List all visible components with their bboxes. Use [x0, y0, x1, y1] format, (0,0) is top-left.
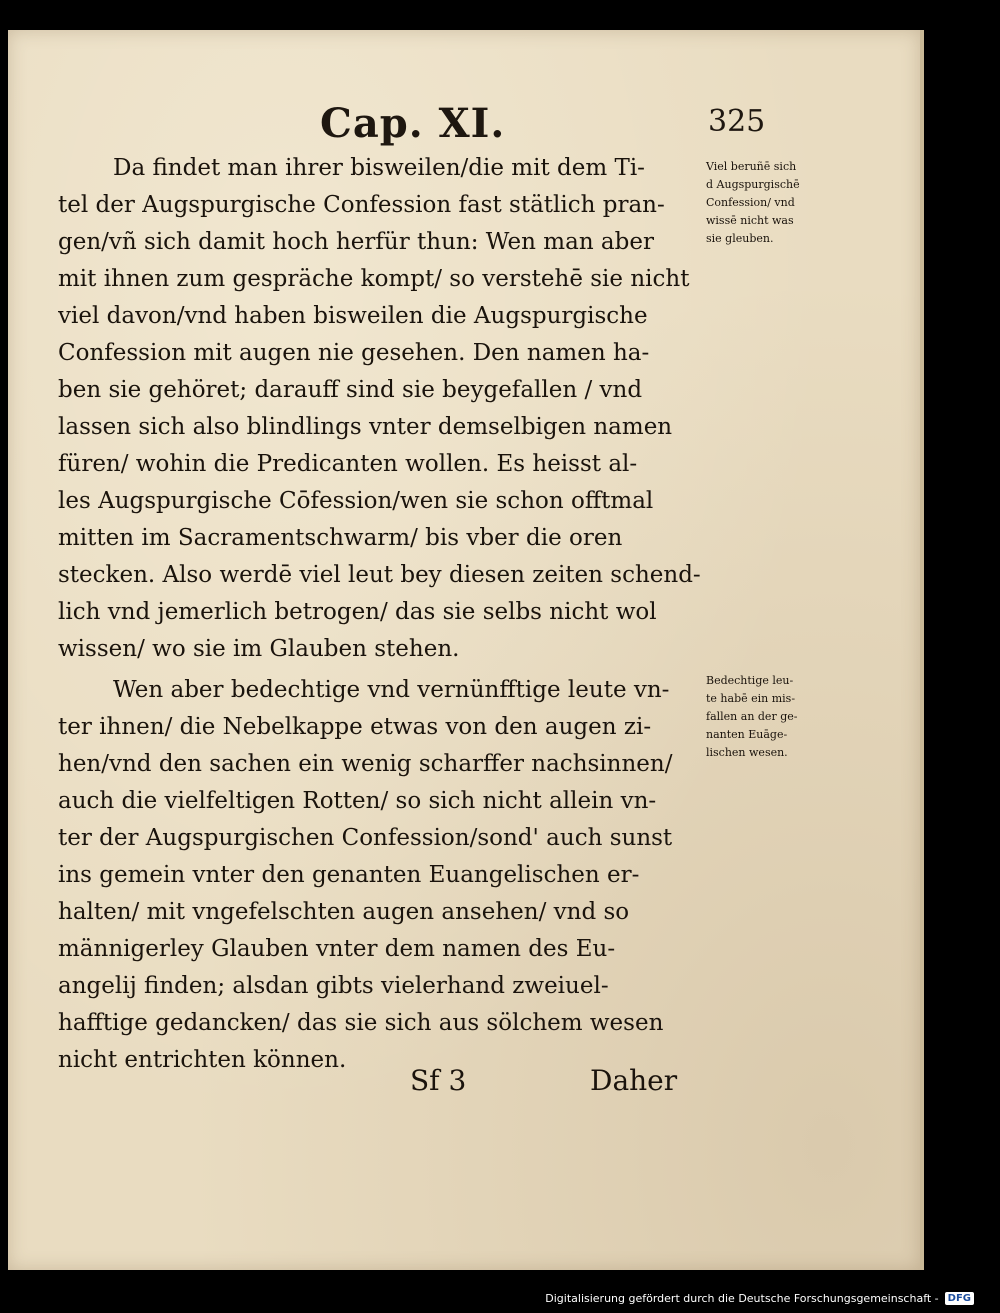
text-line: mit ihnen zum gespräche kompt/ so verstehē sie nicht — [58, 266, 690, 292]
text-line: halten/ mit vngefelschten augen ansehen/ vnd so — [58, 899, 630, 925]
marginal-line: Confession/ vnd — [706, 196, 795, 209]
marginal-line: te habē ein mis- — [706, 692, 796, 705]
text-line: stecken. Also werdē viel leut bey diesen zeiten schend- — [58, 562, 701, 588]
text-line: gen/vñ sich damit hoch herfür thun: Wen man aber — [58, 229, 654, 255]
marginal-line: nanten Euāge- — [706, 728, 788, 741]
text-line: lich vnd jemerlich betrogen/ das sie selbs nicht wol — [58, 599, 657, 625]
running-head: Cap. XI. — [320, 100, 506, 147]
text-line: Wen aber bedechtige vnd vernünfftige leute vn- — [113, 677, 670, 703]
body-text — [58, 150, 703, 1079]
text-line: ins gemein vnter den genanten Euangelischen er- — [58, 862, 640, 888]
signature-mark: Sf 3 — [410, 1064, 467, 1097]
page-number: 325 — [708, 104, 766, 139]
marginal-note-1 — [706, 158, 856, 248]
text-line: hafftige gedancken/ das sie sich aus sölchem wesen — [58, 1010, 664, 1036]
text-line: lassen sich also blindlings vnter demselbigen namen — [58, 414, 673, 440]
text-line: wissen/ wo sie im Glauben stehen. — [58, 636, 460, 662]
marginal-line: wissē nicht was — [706, 214, 794, 227]
text-line: les Augspurgische Cōfession/wen sie schon offtmal — [58, 488, 654, 514]
text-line: ter der Augspurgischen Confession/sond' auch sunst — [58, 825, 673, 851]
marginal-line: Viel beruñē sich — [706, 160, 797, 173]
text-line: angelij finden; alsdan gibts vielerhand zweiuel- — [58, 973, 609, 999]
funding-text: Digitalisierung gefördert durch die Deutsche Forschungsgemeinschaft - — [545, 1292, 939, 1305]
text-line: hen/vnd den sachen ein wenig scharffer nachsinnen/ — [58, 751, 673, 777]
marginal-line: lischen wesen. — [706, 746, 788, 759]
text-line: auch die vielfeltigen Rotten/ so sich nicht allein vn- — [58, 788, 657, 814]
text-line: mitten im Sacramentschwarm/ bis vber die oren — [58, 525, 623, 551]
text-line: viel davon/vnd haben bisweilen die Augspurgische — [58, 303, 648, 329]
text-line: füren/ wohin die Predicanten wollen. Es heisst al- — [58, 451, 638, 477]
text-line: nicht entrichten können. — [58, 1047, 347, 1073]
dfg-logo-icon: DFG — [945, 1292, 974, 1305]
marginal-line: d Augspurgischē — [706, 178, 800, 191]
marginal-note-2 — [706, 672, 856, 762]
text-line: ter ihnen/ die Nebelkappe etwas von den augen zi- — [58, 714, 652, 740]
marginal-line: sie gleuben. — [706, 232, 774, 245]
text-line: tel der Augspurgische Confession fast stätlich pran- — [58, 192, 665, 218]
text-line: ben sie gehöret; darauff sind sie beygefallen / vnd — [58, 377, 643, 403]
text-line: Confession mit augen nie gesehen. Den namen ha- — [58, 340, 650, 366]
marginal-line: Bedechtige leu- — [706, 674, 794, 687]
catchword: Daher — [590, 1064, 678, 1097]
funding-banner — [545, 1292, 974, 1305]
marginal-line: fallen an der ge- — [706, 710, 798, 723]
page-edge — [920, 30, 924, 1270]
text-line: männigerley Glauben vnter dem namen des Eu- — [58, 936, 616, 962]
text-line: Da findet man ihrer bisweilen/die mit dem Ti- — [113, 155, 645, 181]
